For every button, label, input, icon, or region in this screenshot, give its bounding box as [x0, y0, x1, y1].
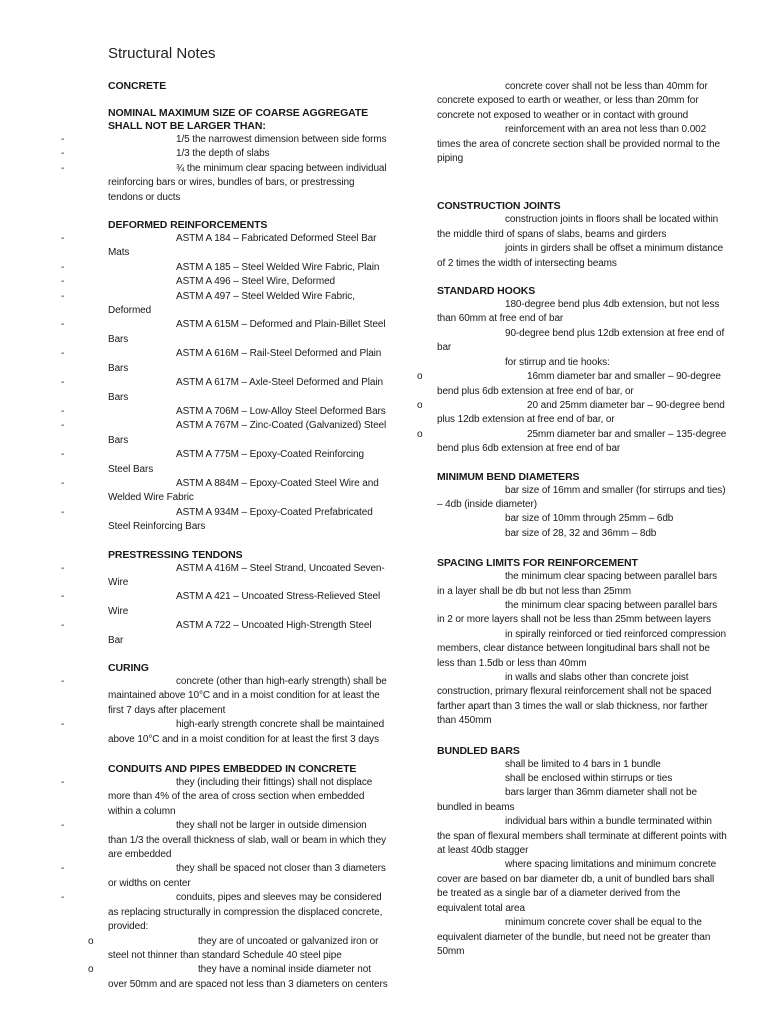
item-text: ASTM A 184 – Fabricated Deformed Steel Bar Mats: [108, 233, 377, 259]
list-item: [88, 963, 388, 992]
note-paragraph: [437, 327, 727, 356]
note-paragraph: [437, 484, 727, 513]
note-paragraph: [437, 242, 727, 271]
item-text: minimum concrete cover shall be equal to the equivalent diameter of the bundle, but need not be greater than 50mm: [437, 917, 711, 957]
item-text: the minimum clear spacing between parallel bars in a layer shall be db but not less than 25mm: [437, 571, 718, 597]
note-paragraph: [437, 213, 727, 242]
item-text: 1/5 the narrowest dimension between side forms: [176, 134, 387, 145]
note-paragraph: [437, 772, 727, 786]
item-text: high-early strength concrete shall be maintained above 10°C and in a moist condition for at least the first 3 days: [108, 719, 385, 745]
heading-text: CONDUITS AND PIPES EMBEDDED IN CONCRETE: [108, 763, 357, 776]
list-item: [61, 477, 388, 506]
heading-text: SPACING LIMITS FOR REINFORCEMENT: [437, 557, 638, 570]
note-paragraph: [437, 80, 727, 123]
item-text: ASTM A 496 – Steel Wire, Deformed: [176, 276, 335, 288]
dash-bullet-icon: -: [61, 261, 65, 273]
note-paragraph: [437, 356, 727, 370]
item-text: ASTM A 615M – Deformed and Plain-Billet Steel Bars: [108, 319, 386, 345]
item-text: they are of uncoated or galvanized iron or steel not thinner than standard Schedule 40 steel pipe: [108, 935, 379, 961]
dash-bullet-icon: -: [61, 162, 65, 174]
list-item: [61, 405, 388, 419]
list-item: [61, 419, 388, 448]
list-item: [88, 935, 388, 964]
circle-bullet-icon: o: [417, 428, 423, 440]
section-heading: [437, 285, 727, 298]
item-text: shall be enclosed within stirrups or ties: [505, 773, 673, 785]
dash-bullet-icon: -: [61, 233, 65, 245]
item-text: construction joints in floors shall be located within the middle third of spans of slabs, beams and girders: [437, 214, 719, 240]
circle-bullet-icon: o: [88, 964, 94, 976]
item-text: they (including their fittings) shall not displace more than 4% of the area of cross section when embedded within a column: [108, 777, 373, 817]
dash-bullet-icon: -: [61, 620, 65, 632]
item-text: where spacing limitations and minimum concrete cover are based on bar diameter db, a unit of bundled bars shall be treated as a single bar of a diameter derived from the equivalent total area: [437, 859, 717, 914]
circle-bullet-icon: o: [88, 935, 94, 947]
list-item: [61, 862, 388, 891]
section-heading: [108, 107, 388, 133]
list-item: [417, 428, 727, 457]
dash-bullet-icon: -: [61, 348, 65, 360]
item-text: joints in girders shall be offset a minimum distance of 2 times the width of intersecting beams: [437, 243, 724, 269]
dash-bullet-icon: -: [61, 290, 65, 302]
note-paragraph: [437, 599, 727, 628]
list-item: [61, 232, 388, 261]
circle-bullet-icon: o: [417, 371, 423, 383]
item-text: ASTM A 616M – Rail-Steel Deformed and Plain Bars: [108, 348, 382, 374]
item-text: ASTM A 497 – Steel Welded Wire Fabric, Deformed: [108, 290, 355, 317]
dash-bullet-icon: -: [61, 591, 65, 603]
note-paragraph: [437, 527, 727, 541]
dash-bullet-icon: -: [61, 777, 65, 789]
heading-text: STANDARD HOOKS: [437, 285, 536, 298]
section-heading: [108, 662, 388, 675]
item-text: 25mm diameter bar and smaller – 135-degree bend plus 6db extension at free end of bar: [437, 428, 727, 455]
dash-bullet-icon: -: [61, 506, 65, 518]
item-text: bar size of 16mm and smaller (for stirrups and ties) – 4db (inside diameter): [437, 484, 726, 510]
item-text: ASTM A 185 – Steel Welded Wire Fabric, Plain: [176, 261, 380, 273]
list-item: [61, 776, 388, 819]
item-text: bars larger than 36mm diameter shall not be bundled in beams: [437, 787, 697, 813]
note-paragraph: [437, 298, 727, 327]
heading-text: DEFORMED REINFORCEMENTS: [108, 219, 268, 232]
dash-bullet-icon: -: [61, 892, 65, 904]
dash-bullet-icon: -: [61, 148, 65, 160]
dash-bullet-icon: -: [61, 319, 65, 331]
item-text: 20 and 25mm diameter bar – 90-degree bend plus 12db extension at free end of bar, or: [437, 399, 725, 426]
list-item: [61, 448, 388, 477]
section-heading: [437, 557, 727, 570]
dash-bullet-icon: -: [61, 134, 65, 145]
section-heading: [108, 763, 388, 776]
item-text: individual bars within a bundle terminated within the span of flexural members shall terminate at different points with at least 40db stagger: [437, 816, 727, 857]
item-text: shall be limited to 4 bars in 1 bundle: [505, 758, 661, 770]
page-title: Structural Notes: [108, 45, 216, 62]
item-text: ASTM A 421 – Uncoated Stress-Relieved Steel Wire: [108, 591, 381, 617]
list-item: [61, 819, 388, 862]
list-item: [61, 318, 388, 347]
list-item: [61, 590, 388, 619]
list-item: [61, 891, 388, 934]
item-text: 16mm diameter bar and smaller – 90-degree bend plus 6db extension at free end of bar, or: [437, 371, 721, 397]
item-text: ASTM A 706M – Low-Alloy Steel Deformed Bars: [176, 405, 386, 417]
list-item: [61, 562, 388, 591]
item-text: in walls and slabs other than concrete joist construction, primary flexural reinforcement shall not be spaced farther apart than 3 times the wall or slab thickness, nor farther than 450mm: [437, 672, 712, 727]
dash-bullet-icon: -: [61, 676, 65, 687]
dash-bullet-icon: -: [61, 377, 65, 389]
list-item: [61, 718, 388, 747]
item-text: in spirally reinforced or tied reinforced compression members, clear distance between longitudinal bars shall not be less than 1.5db or less than 40mm: [437, 628, 726, 669]
note-paragraph: [437, 512, 727, 526]
item-text: concrete (other than high-early strength) shall be maintained above 10°C and in a moist condition for at least the first 7 days after placement: [108, 676, 387, 716]
item-text: conduits, pipes and sleeves may be considered as replacing structurally in compression the displaced concrete, provided:: [108, 892, 383, 933]
section-heading: [108, 80, 388, 93]
list-item: [61, 619, 388, 648]
item-text: ASTM A 722 – Uncoated High-Strength Steel Bar: [108, 620, 372, 646]
note-paragraph: [437, 815, 727, 858]
list-item: [61, 261, 388, 275]
list-item: [61, 506, 388, 535]
dash-bullet-icon: -: [61, 420, 65, 432]
heading-text: CONCRETE: [108, 80, 167, 92]
dash-bullet-icon: -: [61, 405, 65, 417]
dash-bullet-icon: -: [61, 477, 65, 489]
section-heading: [108, 219, 388, 232]
item-text: bar size of 28, 32 and 36mm – 8db: [505, 527, 657, 539]
dash-bullet-icon: -: [61, 863, 65, 875]
item-text: bar size of 10mm through 25mm – 6db: [505, 513, 674, 525]
heading-text: PRESTRESSING TENDONS: [108, 548, 243, 561]
note-paragraph: [437, 758, 727, 772]
note-paragraph: [437, 858, 727, 916]
list-item: [61, 675, 388, 718]
right-column: [417, 80, 727, 959]
list-item: [61, 347, 388, 376]
item-text: the minimum clear spacing between parallel bars in 2 or more layers shall not be less than 25mm between layers: [437, 599, 718, 626]
item-text: they have a nominal inside diameter not over 50mm and are spaced not less than 3 diameters on centers: [108, 964, 388, 990]
note-paragraph: [437, 123, 727, 166]
dash-bullet-icon: -: [61, 276, 65, 288]
heading-text: BUNDLED BARS: [437, 744, 520, 757]
circle-bullet-icon: o: [417, 399, 423, 411]
item-text: 180-degree bend plus 4db extension, but not less than 60mm at free end of bar: [437, 299, 720, 325]
item-text: ASTM A 617M – Axle-Steel Deformed and Plain Bars: [108, 377, 383, 403]
heading-text: MINIMUM BEND DIAMETERS: [437, 470, 580, 483]
heading-text: NOMINAL MAXIMUM SIZE OF COARSE AGGREGATE SHALL NOT BE LARGER THAN:: [108, 107, 369, 132]
dash-bullet-icon: -: [61, 820, 65, 832]
list-item: [417, 370, 727, 399]
section-heading: [108, 549, 388, 562]
section-heading: [437, 471, 727, 484]
note-paragraph: [437, 671, 727, 729]
dash-bullet-icon: -: [61, 719, 65, 731]
item-text: they shall be spaced not closer than 3 diameters or widths on center: [108, 863, 386, 889]
list-item: [61, 133, 388, 147]
note-paragraph: [437, 628, 727, 671]
section-heading: [437, 745, 727, 758]
item-text: ASTM A 416M – Steel Strand, Uncoated Seven-Wire: [108, 562, 385, 588]
list-item: [61, 147, 388, 161]
list-item: [61, 290, 388, 319]
item-text: ASTM A 934M – Epoxy-Coated Prefabricated Steel Reinforcing Bars: [108, 506, 373, 533]
note-paragraph: [437, 570, 727, 599]
section-heading: [437, 200, 727, 213]
left-column: [61, 80, 388, 992]
item-text: they shall not be larger in outside dimension than 1/3 the overall thickness of slab, wall or beam in which they are embedded: [108, 820, 386, 861]
note-paragraph: [437, 786, 727, 815]
item-text: ¾ the minimum clear spacing between individual reinforcing bars or wires, bundles of bars, or prestressing tendons or ducts: [108, 162, 387, 203]
item-text: ASTM A 775M – Epoxy-Coated Reinforcing Steel Bars: [108, 449, 364, 475]
item-text: 1/3 the depth of slabs: [176, 148, 270, 160]
item-text: for stirrup and tie hooks:: [505, 356, 610, 368]
list-item: [61, 275, 388, 289]
dash-bullet-icon: -: [61, 449, 65, 461]
list-item: [417, 399, 727, 428]
list-item: [61, 376, 388, 405]
item-text: concrete cover shall not be less than 40mm for concrete exposed to earth or weather, or less than 20mm for concrete not exposed to weather or in contact with ground: [437, 81, 708, 121]
list-item: [61, 162, 388, 205]
item-text: 90-degree bend plus 12db extension at free end of bar: [437, 327, 725, 354]
dash-bullet-icon: -: [61, 562, 65, 574]
item-text: ASTM A 767M – Zinc-Coated (Galvanized) Steel Bars: [108, 420, 387, 446]
heading-text: CURING: [108, 662, 149, 674]
heading-text: CONSTRUCTION JOINTS: [437, 200, 561, 213]
note-paragraph: [437, 916, 727, 959]
item-text: ASTM A 884M – Epoxy-Coated Steel Wire and Welded Wire Fabric: [108, 477, 379, 504]
item-text: reinforcement with an area not less than 0.002 times the area of concrete section shall be provided normal to the piping: [437, 124, 721, 165]
